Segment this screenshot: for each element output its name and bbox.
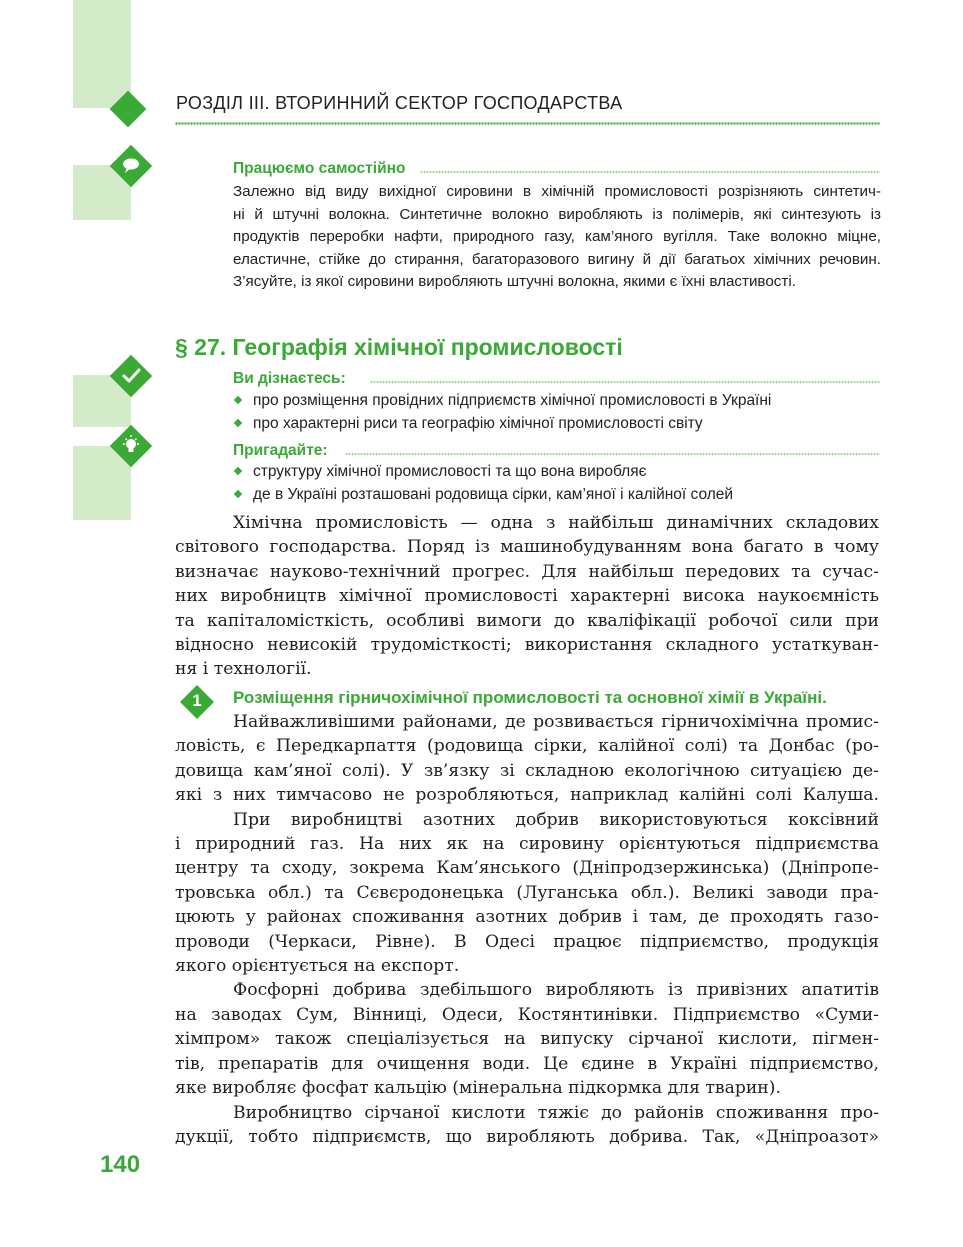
section-header: РОЗДІЛ III. ВТОРИННИЙ СЕКТОР ГОСПОДАРСТВА [176,93,623,113]
text-line: довища кам’яної солі). У зв’язку зі складною екологічною ситуацією де- [175,760,879,781]
text-line: та капіталомісткість, особливі вимоги до кваліфікації робочої сили при [175,610,879,631]
header-divider [175,121,880,126]
recall-divider [345,452,880,456]
bullet-icon [234,396,242,404]
list-item: структуру хімічної промисловості та що вона виробляє [233,460,733,483]
work-box-line: еластичне, стійке до стирання, багаторазового вигину й дії багатьох хімічних речовин. [233,250,881,268]
text-line: дукції, тобто підприємств, що виробляють добрива. Так, «Дніпроазот» [175,1126,879,1147]
bullet-icon [234,490,242,498]
page-number: 140 [100,1151,141,1178]
learn-divider [370,380,880,384]
speech-bubble-icon [111,146,151,186]
text-line: тів, препаратів для очищення води. Це єдине в Україні підприємство, [175,1053,879,1074]
work-box-title: Працюємо самостійно [233,160,406,177]
text-line: ловість, є Передкарпаття (родовища сірки, калійної солі) та Донбас (ро- [175,736,879,757]
text-line: Виробництво сірчаної кислоти тяжіє до районів споживання про- [233,1102,879,1123]
text-line: визначає науково-технічний прогрес. Для найбільш передових та сучас- [175,561,879,582]
recall-list [233,460,733,506]
text-line: на заводах Сум, Вінниці, Одеси, Костянтинівки. Підприємство «Суми- [175,1004,879,1025]
intro-paragraph [175,511,879,682]
learn-title: Ви дізнаєтесь: [233,370,346,387]
text-line: і природний газ. На них як на сировину орієнтуються підприємства [175,834,879,855]
text-line: Найважливішими районами, де розвивається гірничохімічна промис- [233,712,879,732]
bullet-icon [234,419,242,427]
work-box-divider [420,170,880,174]
text-line: цюють у районах споживання азотних добрив і там, де проходять газо- [175,907,879,928]
text-line: ня і технології. [175,659,312,680]
text-line: проводи (Черкаси, Рівне). В Одесі працює підприємство, продукція [175,931,879,952]
lightbulb-icon [111,426,151,466]
paragraph-title: § 27. Географія хімічної промисловості [175,334,623,360]
list-item: про характерні риси та географію хімічної промисловості світу [233,412,771,435]
text-line: тровська обл.) та Сєвєродонецька (Луганська обл.). Великі заводи пра- [175,882,879,903]
text-line: відносно невисокій трудомісткості; використання складного устаткуван- [175,635,879,656]
bullet-icon [234,467,242,475]
work-box-text [233,181,881,294]
margin-panel-top [73,0,131,108]
text-line: При виробництві азотних добрив використовуються коксівний [233,809,879,830]
section-title: Розміщення гірничохімічної промисловості та основної хімії в Україні. [233,688,827,707]
checkmark-icon [111,356,151,396]
learn-list [233,389,771,435]
text-line: яке виробляє фосфат кальцію (мінеральна підкормка для тварин). [175,1078,781,1099]
text-line: які з них тимчасово не розробляються, наприклад калійні солі Калуша. [175,785,879,806]
recall-title: Пригадайте: [233,442,328,459]
text-line: якого орієнтується на експорт. [175,956,460,977]
section-number-badge: 1 [180,685,214,719]
text-line: них виробництв хімічної промисловості характерні висока наукоємність [175,586,879,607]
work-box-line: З’ясуйте, із якої сировини виробляють штучні волокна, якими є їхні властивості. [233,273,796,291]
work-box-line: продуктів переробки нафти, природного газу, кам’яного вугілля. Таке волокно міцне, [233,228,881,246]
work-box-line: ні й штучні волокна. Синтетичне волокно виробляють із полімерів, які синтезують із [233,205,881,223]
list-item: де в Україні розташовані родовища сірки, кам’яної і калійної солей [233,483,733,506]
text-line: Фосфорні добрива здебільшого виробляють із привізних апатитів [233,980,879,1001]
work-box-line: Залежно від виду вихідної сировини в хімічній промисловості розрізняють синтетич- [233,183,881,200]
text-line: Хімічна промисловість — одна з найбільш динамічних складових [233,513,879,533]
text-line: хімпром» також спеціалізується на випуску сірчаної кислоти, пігмен- [175,1029,879,1050]
text-line: світового господарства. Поряд із машинобудуванням вона багато в чому [175,537,879,558]
text-line: центру та сходу, зокрема Кам’янського (Дніпродзержинська) (Дніпропе- [175,858,879,879]
section-body [175,710,879,1149]
list-item: про розміщення провідних підприємств хімічної промисловості в Україні [233,389,771,412]
